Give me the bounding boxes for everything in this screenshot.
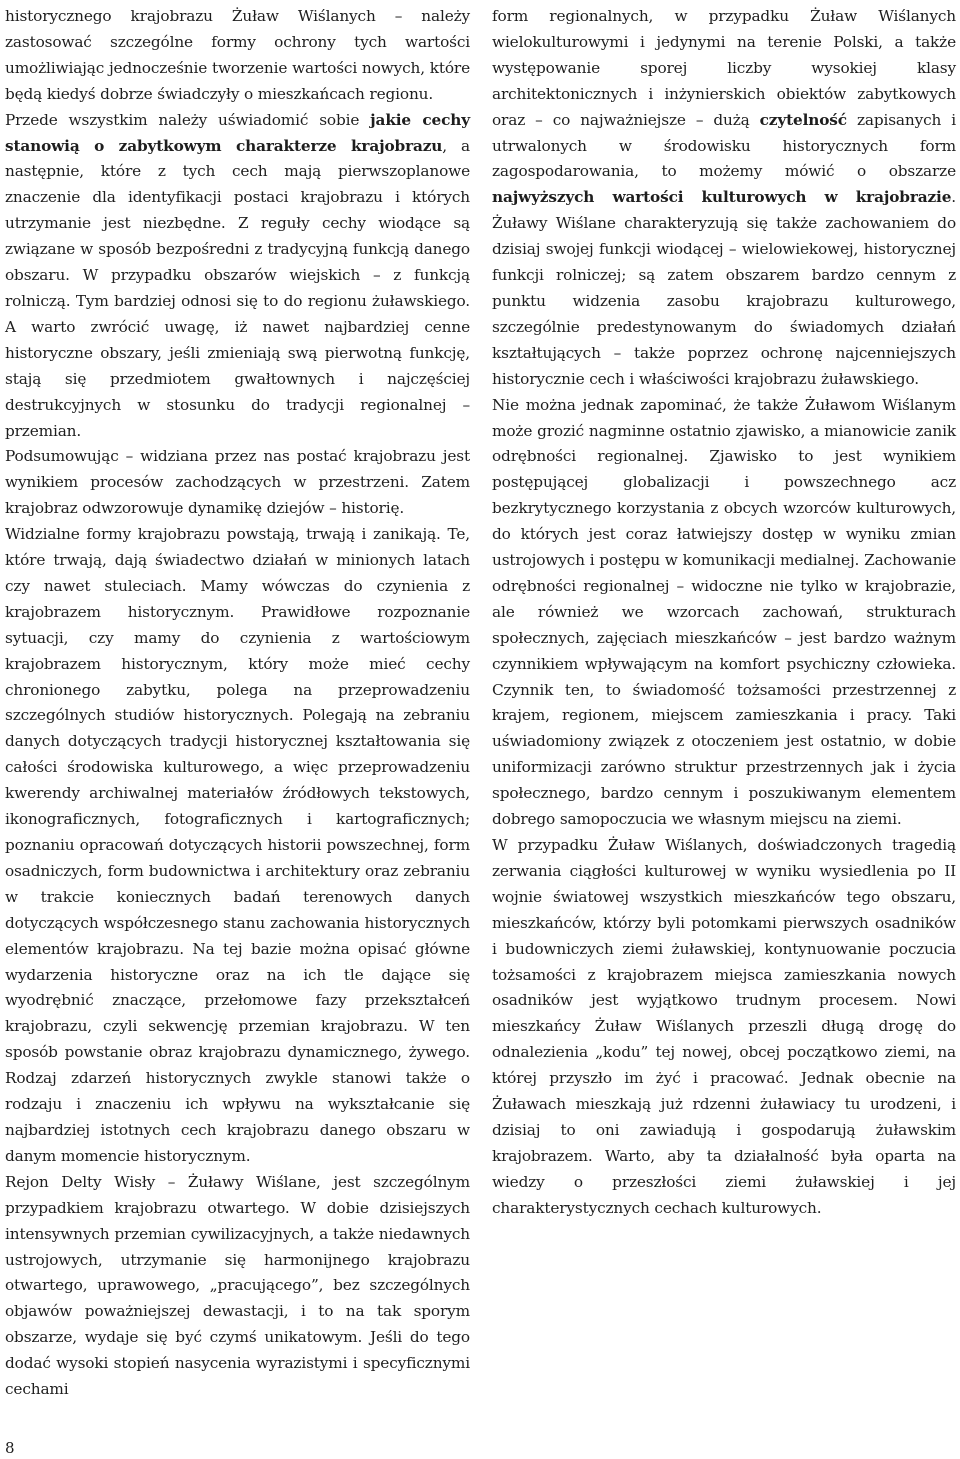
paragraph: [5, 108, 470, 445]
bold-text: jakie cechy stanowią o zabytkowym charakterze krajobrazu: [5, 110, 470, 155]
paragraph: [5, 4, 470, 108]
bold-text: czytelność: [759, 110, 847, 129]
paragraph: [492, 833, 956, 1222]
text-run: , a następnie, które z tych cech mają pierwszoplanowe znaczenie dla identyfikacji postaci krajobrazu i których utrzymanie jest niezbędne. Z reguły cechy wiodące są związane w sposób bezpośredni z tradycyjną funkcją danego obszaru. W przypadku obszarów wiejskich – z funkcją rolniczą. Tym bardziej odnosi się to do regionu żuławskiego. A warto zwrócić uwagę, iż nawet najbardziej cenne historyczne obszary, jeśli zmieniają swą pierwotną funkcję, stają się przedmiotem gwałtownych i najczęściej destrukcyjnych w stosunku do tradycji regionalnej – przemian.: [5, 136, 470, 440]
paragraph: [5, 1170, 470, 1403]
text-run: Nie można jednak zapominać, że także Żuławom Wiślanym może grozić nagminne ostatnio zjawisko, a mianowicie zanik odrębności regionalnej. Zjawisko to jest wynikiem postępującej globalizacji i powszechnego acz bezkrytycznego korzystania z obcych wzorców kulturowych, do których jest coraz łatwiejszy dostęp w wyniku zmian ustrojowych i postępu w komunikacji medialnej. Zachowanie odrębności regionalnej – widoczne nie tylko w krajobrazie, ale również we wzorcach zachowań, strukturach społecznych, zajęciach mieszkańców – jest bardzo ważnym czynnikiem wpływającym na komfort psychiczny człowieka. Czynnik ten, to świadomość tożsamości przestrzennej z krajem, regionem, miejscem zamieszkania i pracy. Taki uświadomiony związek z otoczeniem jest ostatnio, w dobie uniformizacji zarówno struktur przestrzennych jak i życia społecznego, bardzo cennym i poszukiwanym elementem dobrego samopoczucia we własnym miejscu na ziemi.: [492, 395, 956, 829]
text-run: Przede wszystkim należy uświadomić sobie: [5, 110, 371, 129]
text-run: Rejon Delty Wisły – Żuławy Wiślane, jest szczególnym przypadkiem krajobrazu otwartego. W dobie dzisiejszych intensywnych przemian cywilizacyjnych, a także niedawnych ustrojowych, utrzymanie się harmonijnego krajobrazu otwartego, uprawowego, „pracującego”, bez szczególnych objawów poważniejszej dewastacji, i to na tak sporym obszarze, wydaje się być czymś unikatowym. Jeśli do tego dodać wysoki stopień nasycenia wyrazistymi i specyficznymi cechami: [5, 1172, 470, 1399]
text-run: Podsumowując – widziana przez nas postać krajobrazu jest wynikiem procesów zachodzących w przestrzeni. Zatem krajobraz odwzorowuje dynamikę dziejów – historię.: [5, 447, 470, 518]
left-column: [5, 4, 470, 1403]
text-run: Widzialne formy krajobrazu powstają, trwają i zanikają. Te, które trwają, dają świadectwo działań w minionych latach czy nawet stuleciach. Mamy wówczas do czynienia z krajobrazem historycznym. Prawidłowe rozpoznanie sytuacji, czy mamy do czynienia z wartościowym krajobrazem historycznym, który może mieć cechy chronionego zabytku, polega na przeprowadzeniu szczególnych studiów historycznych. Polegają na zebraniu danych dotyczących tradycji historycznej kształtowania się całości środowiska kulturowego, a więc przeprowadzeniu kwerendy archiwalnej materiałów źródłowych tekstowych, ikonograficznych, fotograficznych i kartograficznych; poznaniu opracowań dotyczących historii powszechnej, form osadniczych, form budownictwa i architektury oraz zebraniu w trakcie koniecznych badań terenowych danych dotyczących współczesnego stanu zachowania historycznych elementów krajobrazu. Na tej bazie można opisać główne wydarzenia historyczne oraz na ich tle dające się wyodrębnić znaczące, przełomowe fazy przekształceń krajobrazu, czyli sekwencję przemian krajobrazu. W ten sposób powstanie obraz krajobrazu dynamicznego, żywego. Rodzaj zdarzeń historycznych zwykle stanowi także o rodzaju i znaczeniu ich wpływu na wykształcanie się najbardziej istotnych cech krajobrazu danego obszaru w danym momencie historycznym.: [5, 525, 470, 1165]
paragraph: [5, 444, 470, 522]
text-run: form regionalnych, w przypadku Żuław Wiślanych wielokulturowymi i jedynymi na terenie Polski, a także występowanie sporej liczby wysokiej klasy architektonicznych i inżynierskich obiektów zabytkowych oraz – co najważniejsze – dużą: [492, 7, 956, 129]
text-run: . Żuławy Wiślane charakteryzują się także zachowaniem do dzisiaj swojej funkcji wiodącej – wielowiekowej, historycznej funkcji rolniczej; są zatem obszarem bardzo cennym z punktu widzenia zasobu krajobrazu kulturowego, szczególnie predestynowanym do świadomych działań kształtujących – także poprzez ochronę najcenniejszych historycznie cech i właściwości krajobrazu żuławskiego.: [492, 188, 956, 388]
paragraph: [492, 393, 956, 833]
right-column: [492, 4, 956, 1222]
paragraph: [492, 4, 956, 393]
text-run: zapisanych i utrwalonych w środowisku historycznych form zagospodarowania, to możemy mówić o obszarze: [492, 110, 956, 181]
text-run: historycznego krajobrazu Żuław Wiślanych – należy zastosować szczególne formy ochrony tych wartości umożliwiając jednocześnie tworzenie wartości nowych, które będą kiedyś dobrze świadczyły o mieszkańcach regionu.: [5, 7, 470, 103]
page-number: 8: [5, 1439, 15, 1457]
paragraph: [5, 522, 470, 1170]
bold-text: najwyższych wartości kulturowych w krajobrazie: [492, 188, 952, 207]
text-run: W przypadku Żuław Wiślanych, doświadczonych tragedią zerwania ciągłości kulturowej w wyniku wysiedlenia po II wojnie światowej wszystkich mieszkańców tego obszaru, mieszkańców, którzy byli potomkami pierwszych osadników i budowniczych ziemi żuławskiej, kontynuowanie poczucia tożsamości z krajobrazem miejsca zamieszkania nowych osadników jest wyjątkowo trudnym procesem. Nowi mieszkańcy Żuław Wiślanych przeszli długą drogę do odnalezienia „kodu” tej nowej, obcej początkowo ziemi, na której przyszło im żyć i pracować. Jednak obecnie na Żuławach mieszkają już rdzenni żuławiacy tu urodzeni, i dzisiaj to oni zawiadują i gospodarują żuławskim krajobrazem. Warto, aby ta działalność była oparta na wiedzy o przeszłości ziemi żuławskiej i jej charakterystycznych cechach kulturowych.: [492, 836, 956, 1217]
